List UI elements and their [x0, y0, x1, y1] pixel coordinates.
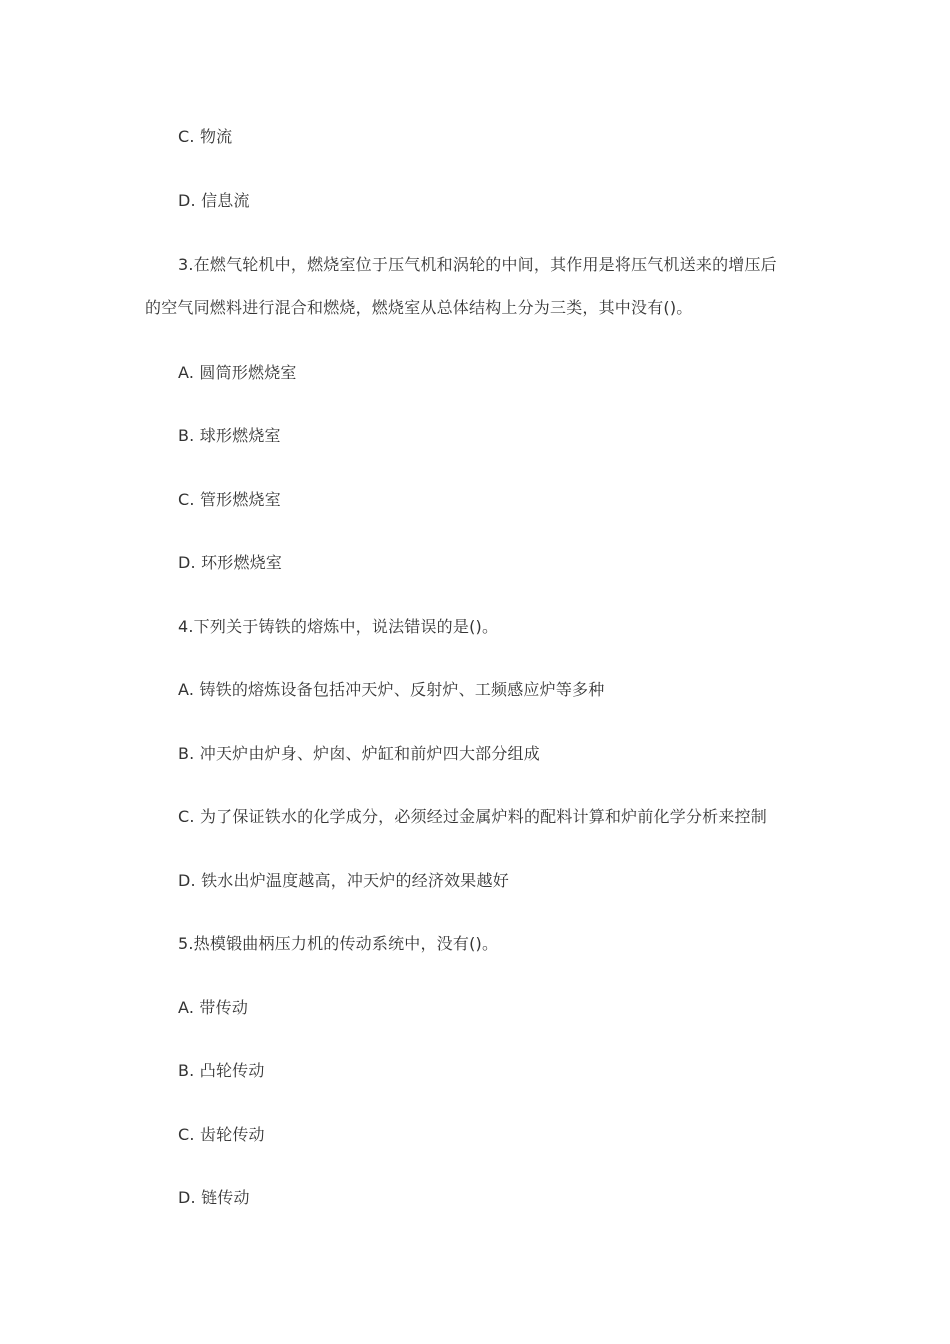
q5-stem: 5.热模锻曲柄压力机的传动系统中，没有()。	[178, 934, 499, 953]
q4-stem: 4.下列关于铸铁的熔炼中，说法错误的是()。	[178, 617, 499, 636]
q4-option-d: D. 铁水出炉温度越高，冲天炉的经济效果越好	[178, 871, 509, 890]
q5-option-b: B. 凸轮传动	[178, 1061, 265, 1080]
q5-option-d: D. 链传动	[178, 1188, 250, 1207]
q5-option-a: A. 带传动	[178, 998, 249, 1017]
q2-option-d: D. 信息流	[178, 191, 250, 210]
q4-option-b: B. 冲天炉由炉身、炉囱、炉缸和前炉四大部分组成	[178, 744, 540, 763]
q3-option-d: D. 环形燃烧室	[178, 553, 283, 572]
q4-option-a: A. 铸铁的熔炼设备包括冲天炉、反射炉、工频感应炉等多种	[178, 680, 605, 699]
q5-option-c: C. 齿轮传动	[178, 1125, 265, 1144]
q3-option-a: A. 圆筒形燃烧室	[178, 363, 297, 382]
q3-option-c: C. 管形燃烧室	[178, 490, 281, 509]
q4-option-c: C. 为了保证铁水的化学成分，必须经过金属炉料的配料计算和炉前化学分析来控制	[178, 807, 767, 826]
q3-stem-line1: 3.在燃气轮机中，燃烧室位于压气机和涡轮的中间，其作用是将压气机送来的增压后	[178, 255, 777, 274]
q2-option-c: C. 物流	[178, 127, 233, 146]
q3-stem-line2: 的空气同燃料进行混合和燃烧，燃烧室从总体结构上分为三类，其中没有()。	[145, 298, 693, 317]
q3-option-b: B. 球形燃烧室	[178, 426, 281, 445]
